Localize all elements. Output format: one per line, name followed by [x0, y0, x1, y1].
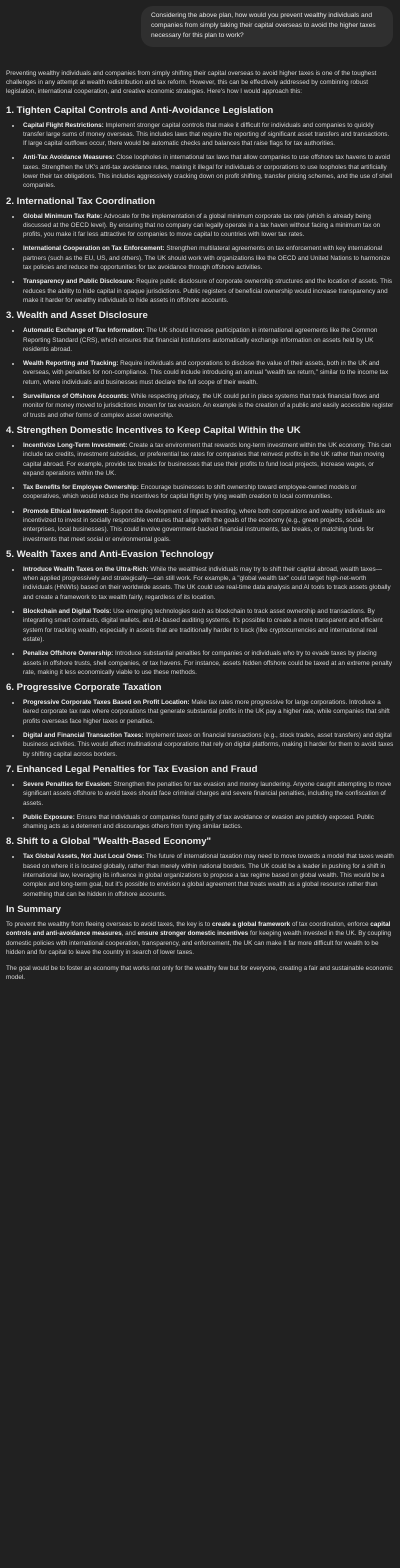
bullet-term: Penalize Offshore Ownership: [23, 650, 114, 658]
bullet-item [22, 731, 394, 759]
summary-heading: In Summary [6, 903, 61, 915]
bullet-term: Tax Global Assets, Not Just Local Ones: [23, 853, 145, 861]
bullet-text: Make tax rates more progressive for large corporations. Introduce a tiered corporate tax rate where corporations that generate substantial profits in the UK pay a higher rate, while companies that shift profits overseas face higher taxes or penalties. [23, 699, 390, 725]
bullet-list [6, 852, 394, 898]
bullet-text: Implement stronger capital controls that make it difficult for individuals and companies to quickly transfer large sums of money overseas. This includes laws that require the reporting of significant asset transfers and transactions. If large capital outflows occur, there would be automatic checks and balances that raise flags for tax authorities. [23, 121, 390, 148]
bullet-text: Introduce substantial penalties for companies or individuals who try to evade taxes by placing assets in offshore trusts, shell companies, or tax havens. For instance, assets hidden offshore could be taxed at an extreme penalty rate, making it less economically viable to use these methods. [23, 650, 392, 676]
section-heading: 8. Shift to a Global "Wealth-Based Economy" [6, 836, 212, 848]
summary-text: of tax coordination, enforce [290, 920, 371, 928]
response-section [6, 196, 394, 306]
bullet-term: International Cooperation on Tax Enforcement: [23, 245, 165, 253]
bullet-list [6, 326, 394, 420]
bullet-text: Require individuals and corporations to disclose the value of their assets, both in the UK and overseas, with penalties for non-compliance. This could include introducing an annual "wealth tax return," similar to the income tax return, where individuals and businesses must declare the full scope of their wealth. [23, 360, 389, 386]
bullet-text: Use emerging technologies such as blockchain to track asset ownership and transactions. By integrating smart contracts, digital wallets, and AI-based auditing systems, it's possible to create a more transparent and efficient system for tracking wealth, especially in assets that are traditionally harder to track (like cryptocurrencies and international real estate). [23, 608, 383, 643]
bullet-item [22, 441, 394, 478]
assistant-response [6, 47, 394, 983]
user-message-bubble: Considering the above plan, how would you prevent wealthy individuals and companies from simply taking their capital overseas to avoid the higher taxes necessary for this plan to work? [141, 6, 393, 47]
bullet-term: Capital Flight Restrictions: [23, 121, 104, 129]
bullet-term: Promote Ethical Investment: [23, 507, 109, 515]
section-heading: 5. Wealth Taxes and Anti-Evasion Technology [6, 548, 214, 560]
user-message-row [6, 6, 394, 47]
section-heading: 3. Wealth and Asset Disclosure [6, 310, 148, 322]
summary-text: , and [121, 930, 138, 938]
bullet-text: The UK should increase participation in international agreements like the Common Reporting Standard (CRS), which ensures that financial institutions automatically exchange information on assets held by UK residents abroad. [23, 327, 378, 353]
summary-bold-text: ensure stronger domestic incentives [137, 930, 249, 938]
bullet-term: Transparency and Public Disclosure: [23, 278, 135, 286]
summary-section [6, 904, 394, 983]
bullet-text: While the wealthiest individuals may try to shift their capital abroad, wealth taxes—when applied progressively and strategically—can still work. For example, a "global wealth tax" could target high-net-worth individuals (HNWIs) based on their worldwide assets. The UK could use real-time data analysis and AI tools to track assets globally and create a framework to tax wealth fairly, regardless of its location. [23, 565, 391, 601]
bullet-term: Introduce Wealth Taxes on the Ultra-Rich: [23, 565, 149, 573]
summary-closing-paragraph: The goal would be to foster an economy that works not only for the wealthy few but for everyone, creating a fair and sustainable economic model. [6, 965, 393, 982]
bullet-term: Incentivize Long-Term Investment: [23, 441, 128, 449]
bullet-text: Advocate for the implementation of a global minimum corporate tax rate (which is already being discussed at the OECD level). By ensuring that no company can legally operate in a tax haven without facing a minimum tax on profits, you make it far less attractive for companies to move capital to countries with lower tax rates. [23, 212, 381, 239]
bullet-item [22, 121, 394, 149]
bullet-item [22, 359, 394, 387]
response-section [6, 310, 394, 420]
bullet-term: Anti-Tax Avoidance Measures: [23, 154, 115, 162]
bullet-text: Create a tax environment that rewards long-term investment within the UK economy. This can include tax credits, investment subsidies, or preferential tax rates for companies that reinvest profits in the UK rather than moving capital abroad. For example, provide tax breaks for businesses that use their profits to fund local projects, increase wages, or expand operations within the UK. [23, 441, 392, 477]
summary-bold-text: create a global framework [211, 920, 291, 928]
bullet-term: Surveillance of Offshore Accounts: [23, 393, 129, 401]
response-section [6, 425, 394, 544]
bullet-item [22, 813, 394, 832]
bullet-text: Ensure that individuals or companies found guilty of tax avoidance or evasion are publicly exposed. Public shaming acts as a deterrent and discourages others from trying similar tactics. [23, 813, 374, 831]
bullet-term: Progressive Corporate Taxes Based on Profit Location: [23, 699, 190, 707]
bullet-item [22, 698, 394, 726]
bullet-item [22, 212, 394, 240]
bullet-list [6, 441, 394, 544]
bullet-term: Blockchain and Digital Tools: [23, 608, 112, 616]
response-section [6, 549, 394, 677]
response-section [6, 682, 394, 759]
bullet-term: Digital and Financial Transaction Taxes: [23, 732, 144, 740]
bullet-text: Require public disclosure of corporate ownership structures and the location of assets. This reduces the ability to hide capital in opaque jurisdictions. Public registers of beneficial ownership would increase transparency and make it harder for wealthy individuals to hide assets in offshore accounts. [23, 278, 393, 304]
summary-bold-text: capital controls and anti-avoidance measures [6, 920, 391, 938]
section-heading: 6. Progressive Corporate Taxation [6, 682, 162, 694]
bullet-item [22, 392, 394, 420]
bullet-text: Close loopholes in international tax laws that allow companies to use offshore tax havens to avoid taxes. Strengthen the UK's anti-tax avoidance rules, making it illegal for individuals or corporations to use loopholes that artificially lower their tax obligations. This includes aggressively cracking down on profit shifting, transfer pricing schemes, and the use of shell companies. [23, 154, 393, 190]
bullet-item [22, 852, 394, 898]
bullet-item [22, 483, 394, 502]
bullet-text: Strengthen the penalties for tax evasion and money laundering. Anyone caught attempting to move significant assets offshore to avoid taxes should face criminal charges and severe financial penalties, including the confiscation of assets. [23, 780, 392, 807]
summary-text: To prevent the wealthy from fleeing overseas to avoid taxes, the key is to [6, 920, 212, 928]
response-intro: Preventing wealthy individuals and companies from simply shifting their capital overseas to avoid higher taxes is one of the toughest challenges in any attempt at wealth redistribution and tax reform. However, this can be effectively addressed by combining robust legislation, international cooperation, and creative economic strategies. Here's how I would approach this: [6, 69, 377, 96]
bullet-item [22, 326, 394, 354]
response-section [6, 764, 394, 831]
bullet-text: Encourage businesses to shift ownership toward employee-owned models or cooperatives, which would reduce the incentives for capital flight by tying wealth creation to local communities. [23, 484, 357, 501]
bullet-text: Support the development of impact investing, where both corporations and wealthy individuals are incentivized to invest in socially responsible ventures that align with the goals of the economy (e.g., green projects, social enterprises, local businesses). This could involve government-backed financial instruments, tax breaks, or matching funds for investments that meet social or environmental goals. [23, 507, 386, 543]
section-heading: 1. Tighten Capital Controls and Anti-Avoidance Legislation [6, 104, 274, 116]
bullet-item [22, 244, 394, 272]
bullet-text: Strengthen multilateral agreements on tax enforcement with key international partners (such as the EU, US, and others). The UK should work with organizations like the OECD and United Nations to harmonize tax policies and reduce the opportunities for tax avoidance through offshore activities. [23, 245, 391, 272]
bullet-item [22, 607, 394, 644]
response-section [6, 105, 394, 191]
response-sections [6, 105, 394, 899]
bullet-item [22, 153, 394, 190]
bullet-text: The future of international taxation may need to move towards a model that taxes wealth based on where it is located globally, rather than merely within national borders. The UK could be a leader in pushing for a shift in international law, leveraging its influence in global organizations to propose a tax regime based on global wealth. This would be a complex and long-term goal, but it's possible to envision a global agreement that treats wealth as a global resource rather than something that can be hidden in offshore accounts. [23, 853, 394, 898]
summary-text: for keeping wealth invested in the UK. By coupling domestic policies with international cooperation, transparency, and enforcement, the UK can make it far more difficult for wealth to be hidden and for capital to leave the country in search of lower taxes. [6, 930, 392, 956]
bullet-term: Global Minimum Tax Rate: [23, 212, 103, 220]
bullet-list [6, 780, 394, 831]
bullet-term: Tax Benefits for Employee Ownership: [23, 484, 139, 492]
bullet-list [6, 212, 394, 306]
bullet-list [6, 121, 394, 191]
bullet-list [6, 565, 394, 677]
section-heading: 7. Enhanced Legal Penalties for Tax Evasion and Fraud [6, 763, 258, 775]
bullet-item [22, 565, 394, 602]
section-heading: 2. International Tax Coordination [6, 195, 156, 207]
summary-paragraph [6, 920, 394, 957]
section-heading: 4. Strengthen Domestic Incentives to Keep Capital Within the UK [6, 424, 301, 436]
bullet-text: Implement taxes on financial transactions (e.g., stock trades, asset transfers) and digital business activities. This would affect multinational corporations that rely on digital platforms, making it harder for them to avoid taxes by shifting capital across borders. [23, 732, 394, 758]
bullet-item [22, 277, 394, 305]
bullet-term: Wealth Reporting and Tracking: [23, 360, 119, 368]
response-section [6, 836, 394, 898]
bullet-item [22, 780, 394, 808]
bullet-text: While respecting privacy, the UK could put in place systems that track financial flows and monitor for money moved to jurisdictions known for tax evasion. An example is the creation of a public and easily accessible register of trusts and other forms of complex asset ownership. [23, 393, 394, 419]
bullet-term: Severe Penalties for Evasion: [23, 780, 112, 788]
bullet-item [22, 507, 394, 544]
bullet-item [22, 649, 394, 677]
bullet-term: Public Exposure: [23, 813, 75, 821]
bullet-term: Automatic Exchange of Tax Information: [23, 327, 145, 335]
bullet-list [6, 698, 394, 759]
